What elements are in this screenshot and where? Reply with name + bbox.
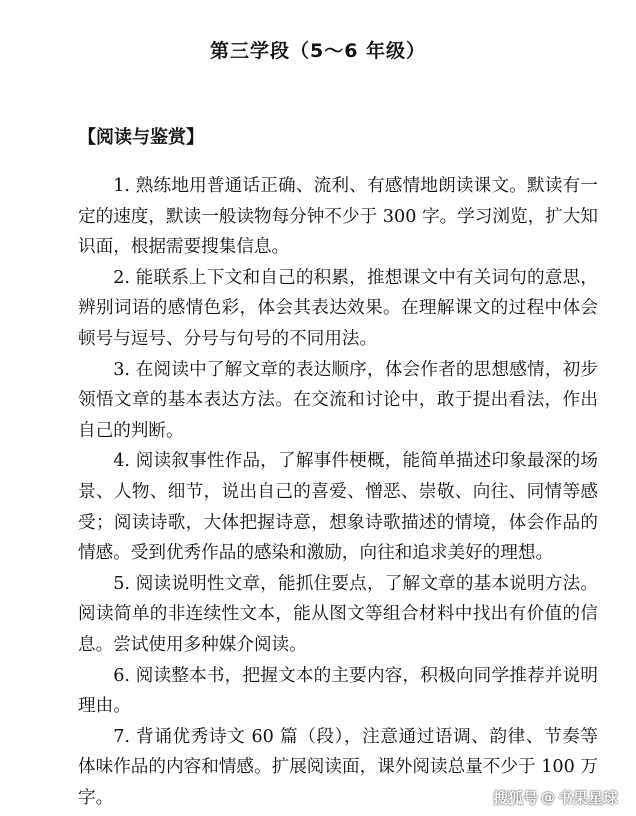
watermark-prefix: 搜狐号 — [492, 789, 538, 807]
watermark-name: 书果星球 — [557, 789, 618, 807]
page-title: 第三学段（5～6 年级） — [209, 40, 427, 62]
item-list — [78, 171, 598, 813]
section-heading: 【阅读与鉴赏】 — [78, 127, 204, 148]
list-item: 1. 熟练地用普通话正确、流利、有感情地朗读课文。默读有一定的速度，默读一般读物每分钟不少于 300 字。学习浏览，扩大知识面，根据需要搜集信息。 — [78, 176, 598, 258]
list-item: 3. 在阅读中了解文章的表达顺序，体会作者的思想感情，初步领悟文章的基本表达方法。在交流和讨论中，敢于提出看法，作出自己的判断。 — [78, 359, 598, 441]
list-item: 5. 阅读说明性文章，能抓住要点，了解文章的基本说明方法。阅读简单的非连续性文本，能从图文等组合材料中找出有价值的信息。尝试使用多种媒介阅读。 — [78, 573, 598, 655]
list-item: 6. 阅读整本书，把握文本的主要内容，积极向同学推荐并说明理由。 — [78, 665, 598, 717]
list-item: 7. 背诵优秀诗文 60 篇（段），注意通过语调、韵律、节奏等体味作品的内容和情感。扩展阅读面，课外阅读总量不少于 100 万字。 — [78, 726, 598, 808]
list-item: 4. 阅读叙事性作品，了解事件梗概，能简单描述印象最深的场景、人物、细节，说出自己的喜爱、憎恶、崇敬、向往、同情等感受；阅读诗歌，大体把握诗意，想象诗歌描述的情境，体会作品的情感。受到优秀作品的感染和激励，向往和追求美好的理想。 — [78, 451, 598, 564]
list-item: 2. 能联系上下文和自己的积累，推想课文中有关词句的意思，辨别词语的感情色彩，体会其表达效果。在理解课文的过程中体会顿号与逗号、分号与句号的不同用法。 — [78, 267, 598, 349]
at-icon: @ — [540, 789, 555, 806]
watermark — [493, 787, 618, 808]
